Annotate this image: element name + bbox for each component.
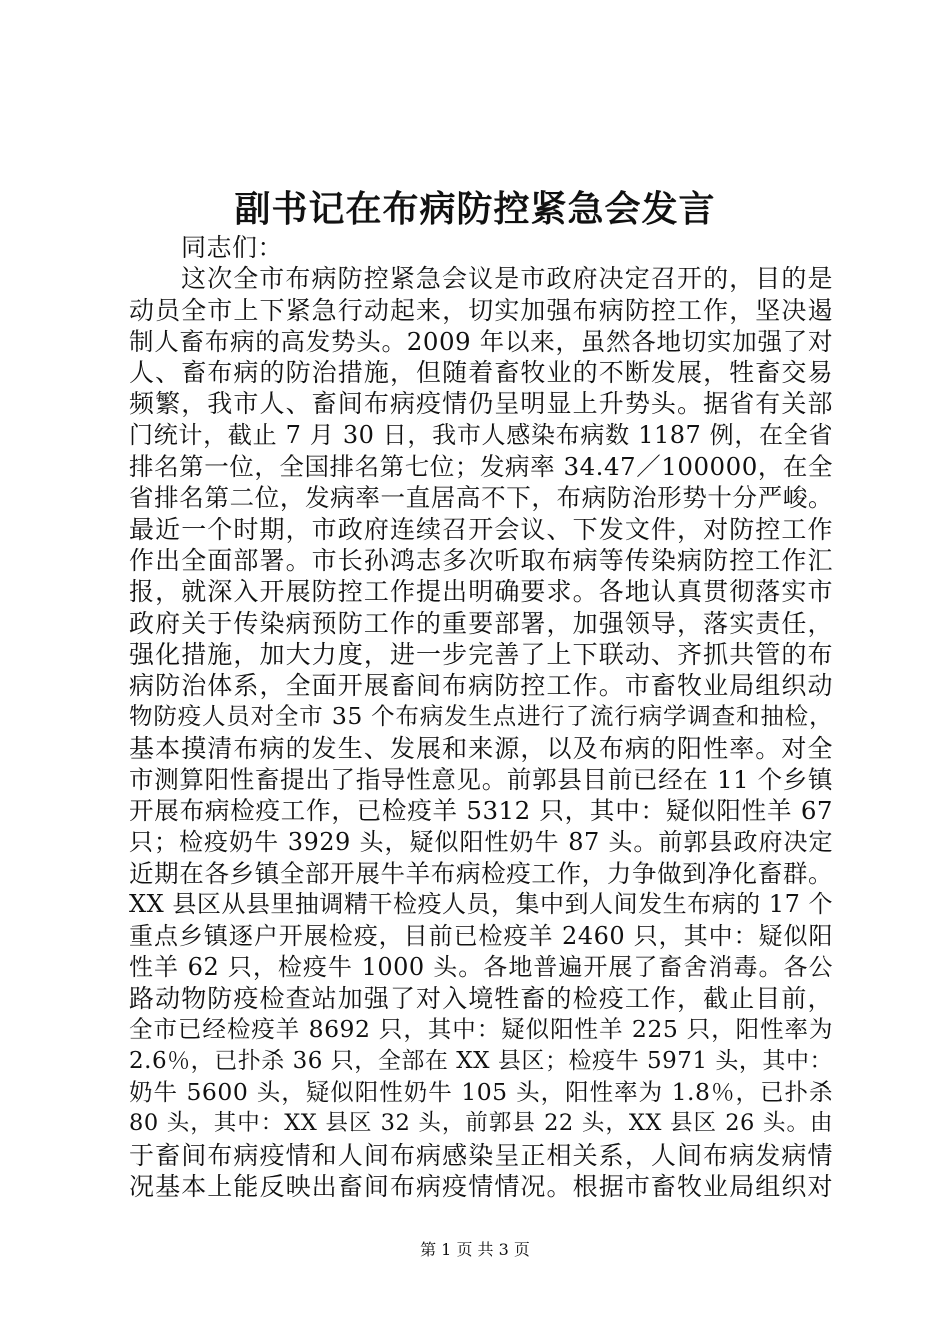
text-line: 门统计，截止 7 月 30 日，我市人感染布病数 1187 例，在全省: [129, 420, 833, 449]
text-line: 基本摸清布病的发生、发展和来源，以及布病的阳性率。对全: [129, 733, 833, 763]
text-line: 人、畜布病的防治措施，但随着畜牧业的不断发展，牲畜交易: [129, 358, 833, 388]
text-line: 制人畜布病的高发势头。2009 年以来，虽然各地切实加强了对: [129, 326, 833, 356]
text-line: 病防治体系，全面开展畜间布病防控工作。市畜牧业局组织动: [129, 671, 833, 701]
salutation-line: 同志们：: [181, 233, 284, 262]
text-line: 路动物防疫检查站加强了对入境牲畜的检疫工作，截止目前，: [129, 984, 833, 1014]
text-line: 动员全市上下紧急行动起来，切实加强布病防控工作，坚决遏: [129, 295, 833, 325]
text-line: 报，就深入开展防控工作提出明确要求。各地认真贯彻落实市: [129, 577, 833, 607]
text-line: 省排名第二位，发病率一直居高不下，布病防治形势十分严峻。: [129, 483, 833, 513]
text-line: 频繁，我市人、畜间布病疫情仍呈明显上升势头。据省有关部: [129, 389, 833, 419]
page-footer: 第 1 页 共 3 页: [420, 1240, 530, 1259]
text-line: 于畜间布病疫情和人间布病感染呈正相关系，人间布病发病情: [129, 1140, 833, 1170]
text-line: 80 头，其中：XX 县区 32 头，前郭县 22 头，XX 县区 26 头。由: [129, 1110, 833, 1137]
text-line: 市测算阳性畜提出了指导性意见。前郭县目前已经在 11 个乡镇: [129, 765, 833, 795]
text-line: 政府关于传染病预防工作的重要部署，加强领导，落实责任，: [129, 608, 833, 638]
text-line: 性羊 62 只，检疫牛 1000 头。各地普遍开展了畜舍消毒。各公: [129, 952, 833, 981]
text-line: 2.6％，已扑杀 36 只，全部在 XX 县区；检疫牛 5971 头，其中：: [129, 1047, 833, 1074]
text-line: 作出全面部署。市长孙鸿志多次听取布病等传染病防控工作汇: [129, 545, 833, 575]
text-line: 只；检疫奶牛 3929 头，疑似阳性奶牛 87 头。前郭县政府决定: [129, 827, 833, 856]
text-line: 奶牛 5600 头，疑似阳性奶牛 105 头，阳性率为 1.8％，已扑杀: [129, 1078, 833, 1107]
text-line: 近期在各乡镇全部开展牛羊布病检疫工作，力争做到净化畜群。: [129, 858, 833, 888]
text-line: 开展布病检疫工作，已检疫羊 5312 只，其中：疑似阳性羊 67: [129, 796, 833, 826]
text-line: 况基本上能反映出畜间布病疫情情况。根据市畜牧业局组织对: [129, 1171, 833, 1201]
text-line: 排名第一位，全国排名第七位；发病率 34.47／100000，在全: [129, 452, 833, 482]
text-line: 全市已经检疫羊 8692 只，其中：疑似阳性羊 225 只，阳性率为: [129, 1015, 833, 1044]
text-line: XX 县区从县里抽调精干检疫人员，集中到人间发生布病的 17 个: [129, 890, 833, 919]
document-title: 副书记在布病防控紧急会发言: [234, 188, 716, 230]
document-body: [129, 232, 833, 1202]
text-line: 强化措施，加大力度，进一步完善了上下联动、齐抓共管的布: [129, 639, 833, 669]
text-line: 最近一个时期，市政府连续召开会议、下发文件，对防控工作: [129, 514, 833, 544]
text-line: 重点乡镇逐户开展检疫，目前已检疫羊 2460 只，其中：疑似阳: [129, 921, 833, 950]
text-line: 这次全市布病防控紧急会议是市政府决定召开的，目的是: [181, 264, 833, 294]
text-line: 物防疫人员对全市 35 个布病发生点进行了流行病学调查和抽检，: [129, 702, 833, 731]
